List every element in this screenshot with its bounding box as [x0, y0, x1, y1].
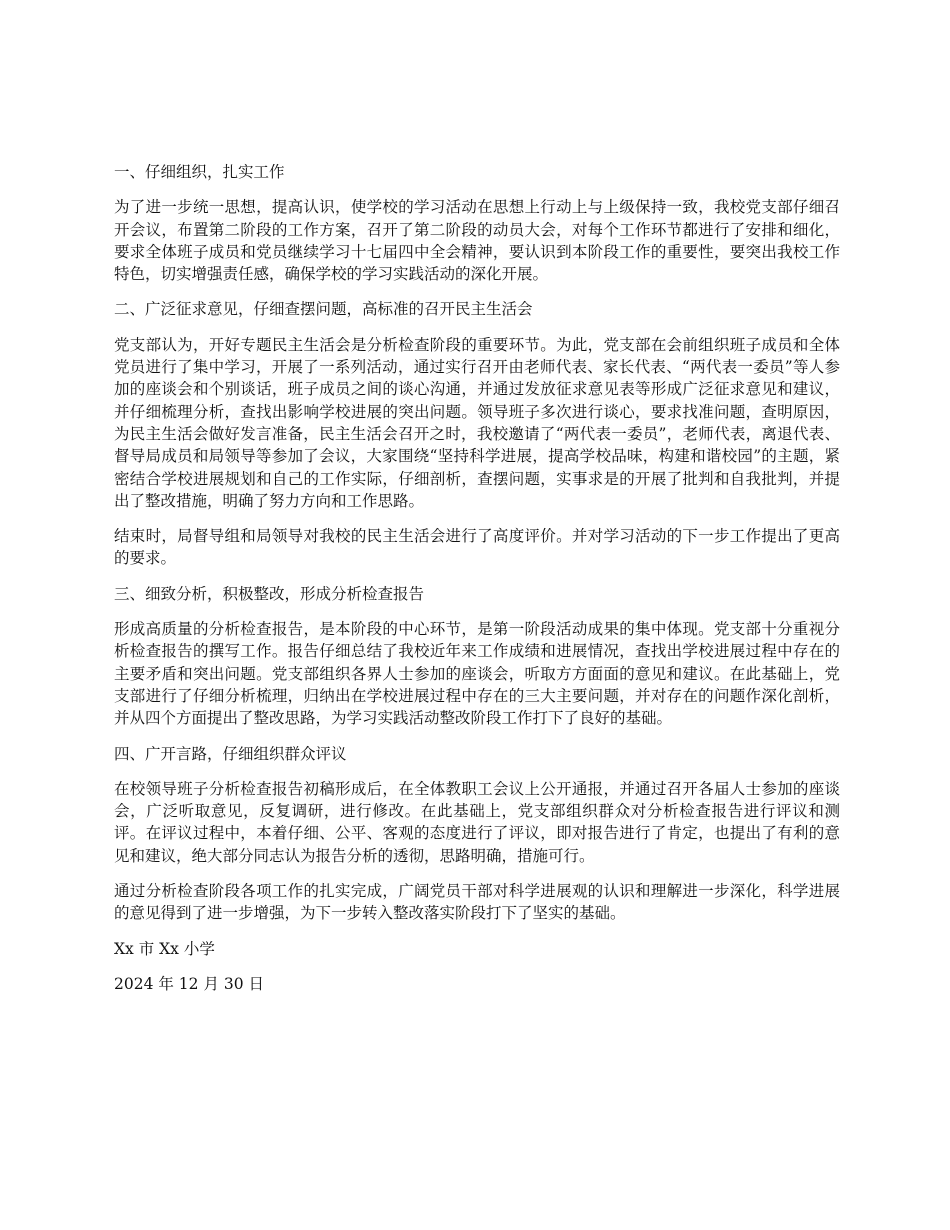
section-heading-1: 一、仔细组织，扎实工作 — [114, 163, 285, 181]
paragraph-4: 形成高质量的分析检查报告，是本阶段的中心环节，是第一阶段活动成果的集中体现。党支部十分重视分析检查报告的撰写工作。报告仔细总结了我校近年来工作成绩和进展情况，查找出学校进展过程中存在的主要矛盾和突出问题。党支部组织各界人士参加的座谈会，听取方方面面的意见和建议。在此基础上，党支部进行了仔细分析梳理，归纳出在学校进展过程中存在的三大主要问题，并对存在的问题作深化剖析，并从四个方面提出了整改思路，为学习实践活动整改阶段工作打下了良好的基础。 — [114, 620, 840, 728]
paragraph-5: 在校领导班子分析检查报告初稿形成后，在全体教职工会议上公开通报，并通过召开各届人士参加的座谈会，广泛听取意见，反复调研，进行修改。在此基础上，党支部组织群众对分析检查报告进行评议和测评。在评议过程中，本着仔细、公平、客观的态度进行了评议，即对报告进行了肯定，也提出了有利的意见和建议，绝大部分同志认为报告分析的透彻，思路明确，措施可行。 — [114, 779, 840, 865]
signature-date: 2024 年 12 月 30 日 — [114, 974, 265, 993]
section-heading-4: 四、广开言路，仔细组织群众评议 — [114, 744, 347, 763]
section-heading-3: 三、细致分析，积极整改，形成分析检查报告 — [114, 584, 425, 603]
signature-organization: Xx 市 Xx 小学 — [114, 939, 215, 958]
paragraph-1: 为了进一步统一思想，提高认识，使学校的学习活动在思想上行动上与上级保持一致，我校党支部仔细召开会议，布置第二阶段的工作方案，召开了第二阶段的动员大会，对每个工作环节都进行了安排和细化，要求全体班子成员和党员继续学习十七届四中全会精神，要认识到本阶段工作的重要性，要突出我校工作特色，切实增强责任感，确保学校的学习实践活动的深化开展。 — [114, 198, 840, 284]
paragraph-3: 结束时，局督导组和局领导对我校的民主生活会进行了高度评价。并对学习活动的下一步工作提出了更高的要求。 — [114, 527, 840, 568]
section-heading-2: 二、广泛征求意见，仔细查摆问题，高标准的召开民主生活会 — [114, 300, 533, 319]
paragraph-2: 党支部认为，开好专题民主生活会是分析检查阶段的重要环节。为此，党支部在会前组织班子成员和全体党员进行了集中学习，开展了一系列活动，通过实行召开由老师代表、家长代表、“两代表一委员”等人参加的座谈会和个别谈话，班子成员之间的谈心沟通，并通过发放征求意见表等形成广泛征求意见和建议，并仔细梳理分析，查找出影响学校进展的突出问题。领导班子多次进行谈心，要求找准问题，查明原因，为民主生活会做好发言准备，民主生活会召开之时，我校邀请了“两代表一委员”，老师代表，离退代表、督导局成员和局领导等参加了会议，大家围绕“坚持科学进展，提高学校品味，构建和谐校园”的主题，紧密结合学校进展规划和自己的工作实际，仔细剖析，查摆问题，实事求是的开展了批判和自我批判，并提出了整改措施，明确了努力方向和工作思路。 — [114, 335, 840, 510]
document-page — [114, 161, 840, 1008]
paragraph-6: 通过分析检查阶段各项工作的扎实完成，广阔党员干部对科学进展观的认识和理解进一步深化，科学进展的意见得到了进一步增强，为下一步转入整改落实阶段打下了坚实的基础。 — [114, 882, 840, 923]
